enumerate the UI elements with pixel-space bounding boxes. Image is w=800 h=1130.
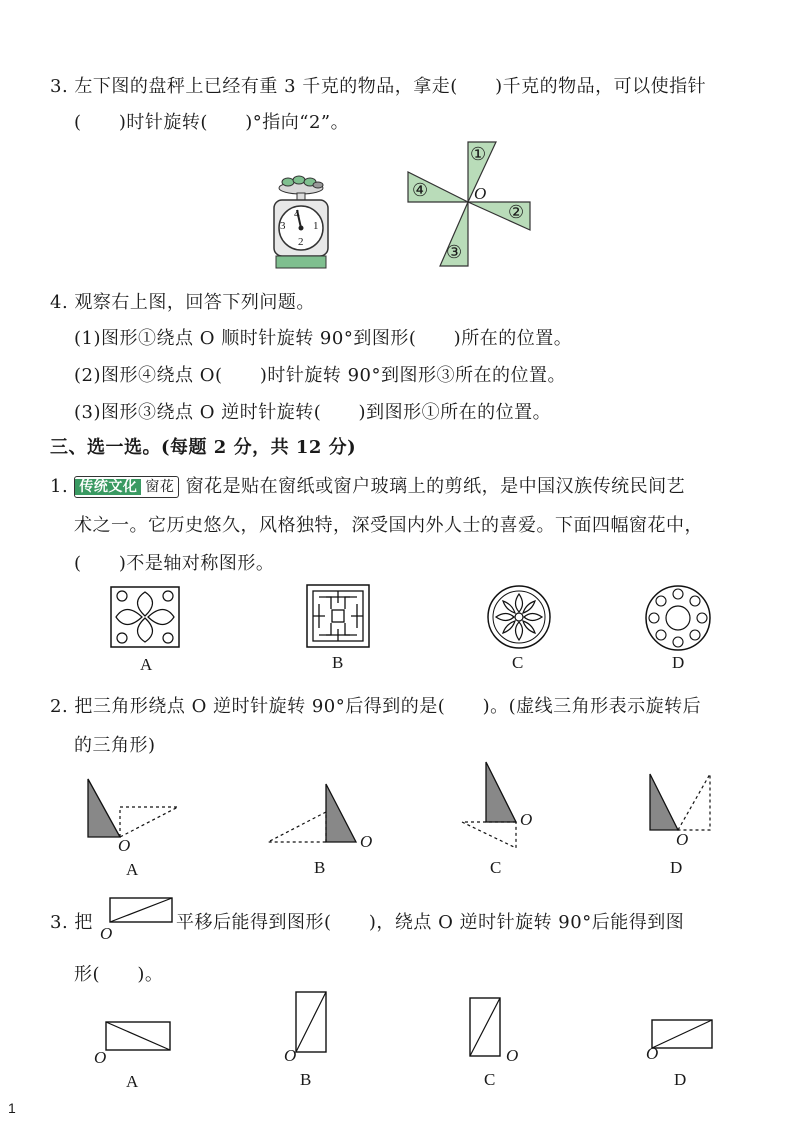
- c3-prefix: 3. 把: [50, 912, 93, 933]
- c3-option-b-figure: [294, 990, 330, 1056]
- traditional-culture-tag: [74, 476, 179, 498]
- window-flower-b: [306, 584, 370, 648]
- q3-line1: 3. 左下图的盘秤上已经有重 3 千克的物品，拿走( )千克的物品，可以使指针: [50, 76, 707, 97]
- c1-option-d: D: [672, 653, 685, 672]
- c3-inline-o: O: [100, 924, 113, 943]
- scale-number-4: 4: [294, 208, 300, 220]
- c2-o-c: O: [520, 810, 533, 829]
- c3-option-a-figure: [104, 1020, 174, 1054]
- c3-o-b: O: [284, 1046, 297, 1065]
- pinwheel-label-4: ④: [412, 180, 429, 200]
- c1-text1: 窗花是贴在窗纸或窗户玻璃上的剪纸，是中国汉族传统民间艺: [185, 476, 686, 497]
- tag-right: 窗花: [141, 479, 178, 495]
- c1-option-a: A: [140, 655, 153, 674]
- c3-option-c: C: [484, 1070, 496, 1089]
- window-flower-a: [110, 586, 180, 648]
- c3-o-c: O: [506, 1046, 519, 1065]
- c2-o-a: O: [118, 836, 131, 855]
- c3-o-a: O: [94, 1048, 107, 1067]
- c1-line1: [50, 472, 685, 498]
- q4-item-2: (2)图形④绕点 O( )时针旋转 90°到图形③所在的位置。: [74, 365, 566, 386]
- rotation-option-c: [460, 760, 540, 850]
- q4-title: 4. 观察右上图，回答下列问题。: [50, 292, 315, 313]
- c3-option-c-figure: [468, 996, 504, 1062]
- c3-o-d: O: [646, 1044, 659, 1063]
- kitchen-scale-figure: [266, 168, 336, 273]
- c3-line2: 形( )。: [74, 964, 164, 985]
- pinwheel-label-3: ③: [446, 242, 463, 262]
- c3-option-d-figure: [650, 1018, 716, 1052]
- c1-line3: ( )不是轴对称图形。: [74, 553, 275, 574]
- c2-o-b: O: [360, 832, 373, 851]
- c3-option-d: D: [674, 1070, 687, 1089]
- rotation-option-b: [266, 780, 366, 850]
- rotation-option-a: [84, 775, 184, 845]
- q4-item-1: (1)图形①绕点 O 顺时针旋转 90°到图形( )所在的位置。: [74, 328, 573, 349]
- c3-rest: 平移后能得到图形( )，绕点 O 逆时针旋转 90°后能得到图: [176, 912, 685, 933]
- section3-heading: 三、选一选。(每题 2 分，共 12 分): [50, 437, 357, 458]
- window-flower-d: [644, 584, 712, 652]
- c2-line1: 2. 把三角形绕点 O 逆时针旋转 90°后得到的是( )。(虚线三角形表示旋转后: [50, 696, 702, 717]
- c2-line2: 的三角形): [74, 735, 156, 756]
- c1-option-b: B: [332, 653, 344, 672]
- q3-line2: ( )时针旋转( )°指向“2”。: [74, 112, 350, 133]
- tag-left: 传统文化: [75, 479, 141, 495]
- c1-line2: 术之一。它历史悠久，风格独特，深受国内外人士的喜爱。下面四幅窗花中，: [74, 515, 703, 536]
- c2-o-d: O: [676, 830, 689, 849]
- c2-option-a: A: [126, 860, 139, 879]
- window-flower-c: [486, 584, 552, 650]
- c1-option-c: C: [512, 653, 524, 672]
- pinwheel-center-o: O: [474, 184, 487, 203]
- c1-number: 1.: [50, 476, 69, 497]
- c3-option-a: A: [126, 1072, 139, 1091]
- page-number: 1: [8, 1100, 16, 1116]
- pinwheel-label-2: ②: [508, 202, 525, 222]
- c3-inline-rectangle: [108, 896, 174, 926]
- c2-option-d: D: [670, 858, 683, 877]
- scale-number-2: 2: [298, 236, 304, 248]
- scale-number-3: 3: [280, 220, 286, 232]
- c2-option-b: B: [314, 858, 326, 877]
- c2-option-c: C: [490, 858, 502, 877]
- scale-number-1: 1: [313, 220, 319, 232]
- q4-item-3: (3)图形③绕点 O 逆时针旋转( )到图形①所在的位置。: [74, 402, 552, 423]
- c3-option-b: B: [300, 1070, 312, 1089]
- pinwheel-label-1: ①: [470, 144, 487, 164]
